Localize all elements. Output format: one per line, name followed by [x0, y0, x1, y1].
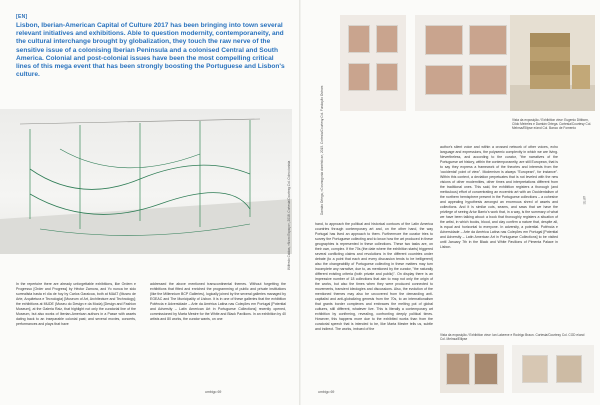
page-number-left: umbigo 69	[205, 390, 222, 394]
intro-paragraph: Lisbon, Iberian-American Capital of Culture 2017 has been bringing into town several relevant initiatives and exhibitions. Able to question modernity, contemporaneity, and the cultural interchange brought by globalization, they touch the raw nerve of the sensitive issue of a colonising Iberian Peninsula and a colonised Central and South America. Colonial and post-colonial issues have been the most compelling critical lines of this mega event that has been strongly boosting the Portuguese and Lisbon's culture.	[16, 22, 285, 79]
exhibition-photo-installation	[0, 109, 292, 254]
exhibition-photo-bottom-left	[440, 345, 504, 393]
photo-caption-left: Wilfredo Caldas, «Novo Espaço», 2018. Cortesia/Courtesy Col. Coleccionista	[287, 160, 291, 270]
right-column-2: author's silent voice and within a crossed network of other voices, echo language and expressions, the polysemic complexity in which we are living. Nevertheless, and according to the curator, "the narratives of the Portuguese art history, within the contemporaneity, are still European, that is to say they express a framework of the theories and interests from the 'occidental' point of view". Modernism is always "European", for instance". Within this context, a deviation perpetuates that is not leveled with the new visions of other modernities, other times and interpretations different from the traditional ones. This said, the exhibition registers a thorough (and meticulous) effort of concentrating an eccentric art with an Occidentalism of the northern hemisphere present in the Portuguese collections – a cohesive and appealing hypothesis amongst an enormous shred of assets and collections. And it is similar cuts, seams, and saws that we have the privilege of seeing Artur Barrio's work that, in a way, is the summary of what we have been talking about: a book that thoroughly registers a situation of the artist, in which books, blood, and clay confirm a nature that, despite all, is equal and horizontal to everyone. In adversity, a potential. Potência e Adversidade – Arte da América Latina nas Coleções em Portugal [Potential and Adversity – Latin American Art in Portuguese Collections] to be visited until January 7th in the Black and White Pavilions of Pimenta Palace in Lisbon.	[440, 145, 558, 249]
right-column-1: hand, to approach the political and historical contours of the Latin America countries through contemporary art and, on the other hand, the way Portugal has lived an approach to them. Furthermore the curator tries to survey the Portuguese collecting and to know how the art produced in these geographies is represented in these collections. These two tasks are, on their own, complex. If the 70s (the date where the exhibition starts) triggered several conflicting claims and revolutions in the different countries under debate (to a point that each and every discussion tends to be belligerent) also the changeability of Portuguese collecting in these matters may turn incomplete any narrative, due to, as mentioned by the curator, "the naturally different existing criteria (both private and public)". On display there is an impressive number of 18 collections that aim to map not only the origin of the works, but also the times when they were produced connected to movements, transient ideologies and discussions. Also, the evolution of the mentioned themes may also be uncovered from the demanding anti-capitalist and anti-globalizing genesis from the 70s, to an internationalism that grants border complexes and embraces the melting pot of global cultures, still different, whatever live. This is literally a contemporary art exhibition by confirming, revealing, confronting deeply political times. However, this happens more due to the exhibited works than from the curatorial speech that is intended to be, like Marta Mestre tells us, subtle and indirect. The works, imbued of the	[315, 222, 433, 331]
left-column-2: addressed the above mentioned transcontinental themes. Without forgetting the exhibitions that fitted and enriched the programming of public and private institutions (like the Millennium BCP Galleries), logically joined by the several galleries managed by EGEAC and The Municipality of Lisbon. It is in one of these galleries that the exhibition Potência e Adversidade – Arte da América Latina nas Coleções em Portugal [Potential and Adversity – Latin American Art in Portuguese Collections] recently opened, commissioned by Marta Mestre for the White and Black Pavilions. In an exhibition by 40 artists and 80 works, the curator wants, on one	[150, 282, 286, 321]
side-section-tag: ARTE	[582, 196, 586, 205]
exhibition-photo-framed-left	[340, 15, 406, 111]
page-gutter	[299, 0, 301, 405]
installation-drawing	[0, 109, 292, 254]
photo-caption-bottom: Vista da exposição / Exhibition view: Ian Lakeeve e Rodrigo Braun. Cortesia/Courtesy Col. COD e/and Col. MeInsa/Ellipse	[440, 333, 585, 342]
exhibition-photo-haybales	[510, 15, 595, 111]
exhibition-photo-bottom-right	[512, 345, 594, 393]
left-column-1: In the repertoire there are already unforgettable exhibitions, like Ordem e Progresso [Order and Progress] by Héctor Zamora, and Yo nunca he sido surrealista hasta el día de hoy by Carlos Garaicoa, both at MAAT (Museu de Arte, Arquitetura e Tecnologia) [Museum of Art, Architecture and Technology]; the exhibitions at MUDE (Museu do Design e da Moda) [Design and Fashion Museum], at the Galeria Raiz, that highlight not only the curatorial line of the Museum, but also works of Iberian-American authors in a Passe with assets dating back to an inseparable colonial past; and several movies, concerts, performances and plays that have	[16, 282, 136, 326]
en-tag: [EN]	[16, 14, 28, 20]
page-number-right: umbigo 69	[318, 390, 335, 394]
haybales-drawing	[510, 15, 595, 111]
exhibition-photo-framed-right	[415, 15, 515, 111]
photo-caption-right: Damián Ortega, «Cosmogonia doméstica», 2015. Cortesia/Courtesy Col. Fundação Ostrom	[320, 85, 324, 215]
photo-caption-haybales: Vista da exposição / Exhibition view: Eugenio Dittborn, Cildo Meireles e Damián Ortega. Cortesia/Courtesy Col. MeInsa/Ellipse e/and Col. Banco de Fomento	[512, 118, 592, 131]
